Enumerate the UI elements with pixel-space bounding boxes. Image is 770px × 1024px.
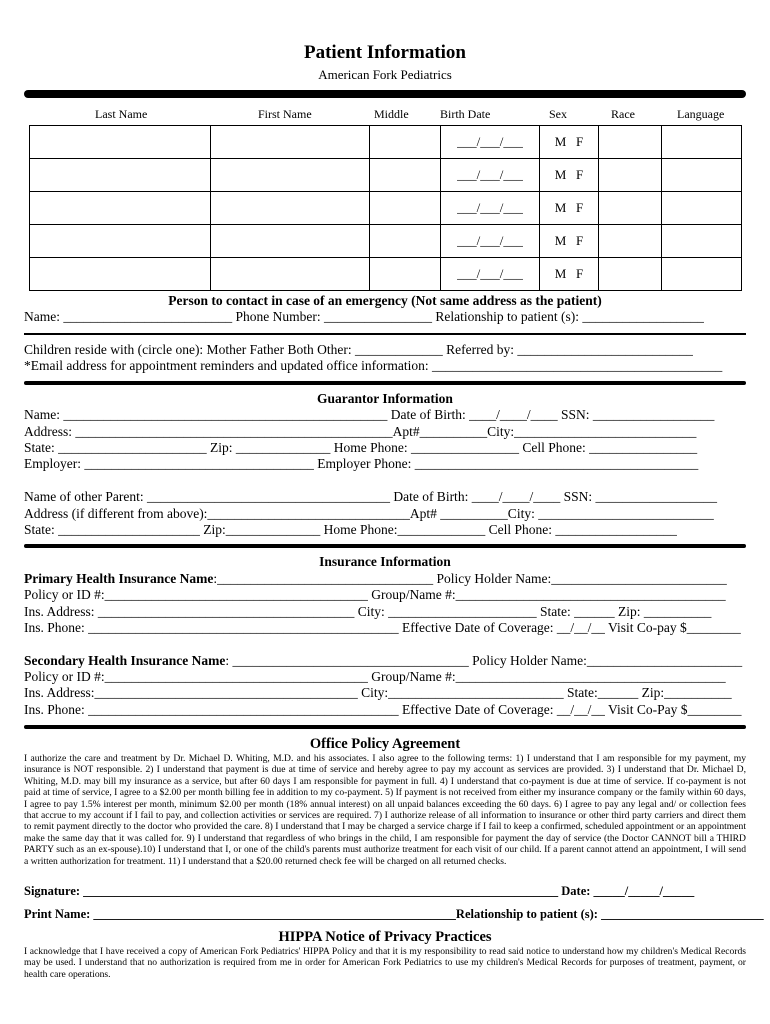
- other-parent-line[interactable]: Name of other Parent: ____________________________________ Date of Birth: ____/____/____ SSN: __________________: [24, 489, 717, 504]
- table-cell[interactable]: [211, 159, 370, 192]
- table-cell[interactable]: [599, 159, 662, 192]
- print-name-line[interactable]: Print Name: __________________________________________________________Relationship to patient (s): __________________________: [24, 907, 764, 921]
- primary-insurance-line[interactable]: [24, 571, 727, 587]
- secondary-policy-line[interactable]: Policy or ID #:_______________________________________ Group/Name #:________________________________________: [24, 669, 726, 684]
- table-row: [30, 192, 742, 225]
- table-cell[interactable]: [662, 126, 742, 159]
- sex-cell[interactable]: M F: [540, 225, 599, 258]
- insurance-heading: Insurance Information: [319, 554, 451, 569]
- patient-table: [29, 125, 742, 291]
- column-header-language: Language: [677, 107, 725, 121]
- table-cell[interactable]: [599, 258, 662, 291]
- column-header-race: Race: [611, 107, 635, 121]
- birth-date-cell[interactable]: ___/___/___: [441, 258, 540, 291]
- hippa-heading: HIPPA Notice of Privacy Practices: [278, 929, 492, 945]
- table-cell[interactable]: [370, 126, 441, 159]
- table-cell[interactable]: [370, 258, 441, 291]
- table-cell[interactable]: [662, 225, 742, 258]
- page-title: Patient Information: [303, 42, 466, 63]
- secondary-insurance-label: Secondary Health Insurance Name: [24, 653, 226, 668]
- primary-policy-line[interactable]: Policy or ID #:_______________________________________ Group/Name #:________________________________________: [24, 587, 726, 602]
- table-cell[interactable]: [370, 192, 441, 225]
- sex-cell[interactable]: M F: [540, 258, 599, 291]
- table-cell[interactable]: [211, 225, 370, 258]
- table-cell[interactable]: [211, 192, 370, 225]
- primary-address-line[interactable]: Ins. Address: ______________________________________ City: ______________________ State: ______ Zip: __________: [24, 604, 712, 619]
- guarantor-employer-line[interactable]: Employer: __________________________________ Employer Phone: __________________________________________: [24, 456, 699, 471]
- table-cell[interactable]: [211, 126, 370, 159]
- table-cell[interactable]: [30, 159, 211, 192]
- table-cell[interactable]: [370, 159, 441, 192]
- guarantor-heading: Guarantor Information: [317, 391, 453, 406]
- hippa-text: I acknowledge that I have received a copy of American Fork Pediatrics' HIPPA Policy and that it is my responsibility to read said notice to understand how my children's Medical Records may be used. I understand that no authorization is required from me in order for American Fork Pediatrics to use my children's Medical Records for purposes of treatment, payment, or health care operations.: [24, 946, 746, 980]
- office-policy-heading: Office Policy Agreement: [309, 736, 461, 752]
- primary-phone-line[interactable]: Ins. Phone: ______________________________________________ Effective Date of Coverage: __/__/__ Visit Co-pay $________: [24, 620, 741, 635]
- sex-cell[interactable]: M F: [540, 159, 599, 192]
- secondary-address-line[interactable]: Ins. Address:_______________________________________ City:__________________________ State:______ Zip:__________: [24, 685, 732, 700]
- column-header-birth-date: Birth Date: [440, 107, 491, 121]
- guarantor-address-line[interactable]: Address: _______________________________________________Apt#__________City:___________________________: [24, 424, 697, 439]
- sex-cell[interactable]: M F: [540, 192, 599, 225]
- divider: [24, 381, 746, 385]
- secondary-phone-line[interactable]: Ins. Phone: ______________________________________________ Effective Date of Coverage: __/__/__ Visit Co-Pay $________: [24, 702, 742, 717]
- divider: [24, 90, 746, 98]
- practice-name: American Fork Pediatrics: [318, 67, 452, 82]
- table-cell[interactable]: [599, 126, 662, 159]
- emergency-heading: Person to contact in case of an emergency (Not same address as the patient): [168, 293, 602, 308]
- table-cell[interactable]: [30, 192, 211, 225]
- secondary-insurance-line[interactable]: [24, 653, 742, 669]
- other-parent-state-line[interactable]: State: _____________________ Zip:______________ Home Phone:_____________ Cell Phone: __________________: [24, 522, 677, 537]
- table-row: [30, 258, 742, 291]
- children-reside-line[interactable]: Children reside with (circle one): Mother Father Both Other: _____________ Referred by: __________________________: [24, 342, 693, 357]
- table-cell[interactable]: [30, 258, 211, 291]
- table-row: [30, 126, 742, 159]
- email-line[interactable]: *Email address for appointment reminders and updated office information: ___________________________________________: [24, 358, 723, 373]
- table-cell[interactable]: [662, 192, 742, 225]
- office-policy-text: I authorize the care and treatment by Dr. Michael D. Whiting, M.D. and his associates. I also agree to the following terms: 1) I understand that I am responsible for my payment, my insurance is NOT responsible. 2) I understand that payment is due at time of service and hereby agree to pay my account as services are provided. 3) I understand that Dr. Michael D, Whiting, M.D. may bill my insurance as a service, but after 60 days I am responsible for payment in full. 4) I understand that co-payment is due at time of service. If co-payment is not paid at time of service, I agree to a $2.00 per month billing fee in addition to my co-payment. 5) If payment is not received from either my insurance company or the family within 60 days, I agree to pay 1.5% interest per month, minimum $2.00 per month (18% annual interest) on all unpaid balances exceeding the 60 days. 6) I agree to pay any legal and/ or collection fees that accrue to my account if I fail to pay, and collection activities or services are required. 7) I authorize release of all information to insurance or other third party carriers and direct them to remit payment directly to the doctor who provided the care. 8) I understand that I may be charged a service charge if I fail to keep a confirmed, scheduled appointment or an appointment make the same day that it was called for. 9) I understand that regardless of who brings in the child, I am responsible for payment the day of service (the Doctor CANNOT bill a THIRD PARTY such as an ex-spouse).10) I understand that I, or one of the child's parents must authorize treatment for each visit of our child. If a parent cannot attend an appointment, I will send a written authorization for treatment. 11) I understand that a $20.00 returned check fee will be charged on all returned checks.: [24, 753, 746, 867]
- table-cell[interactable]: [599, 192, 662, 225]
- table-cell[interactable]: [370, 225, 441, 258]
- primary-insurance-label: Primary Health Insurance Name: [24, 571, 214, 586]
- column-header-middle: Middle: [374, 107, 409, 121]
- column-header-first-name: First Name: [258, 107, 312, 121]
- birth-date-cell[interactable]: ___/___/___: [441, 192, 540, 225]
- table-cell[interactable]: [662, 258, 742, 291]
- guarantor-state-line[interactable]: State: ______________________ Zip: ______________ Home Phone: ________________ Cell Phone: ________________: [24, 440, 698, 455]
- birth-date-cell[interactable]: ___/___/___: [441, 159, 540, 192]
- other-parent-address-line[interactable]: Address (if different from above):______________________________Apt# __________City: __________________________: [24, 506, 714, 521]
- divider: [24, 544, 746, 548]
- secondary-insurance-blanks: : ___________________________________ Policy Holder Name:_______________________: [225, 653, 743, 668]
- table-cell[interactable]: [662, 159, 742, 192]
- emergency-contact-line[interactable]: Name: _________________________ Phone Number: ________________ Relationship to patient (s): __________________: [24, 309, 704, 324]
- table-row: [30, 159, 742, 192]
- table-row: [30, 225, 742, 258]
- guarantor-name-line[interactable]: Name: ________________________________________________ Date of Birth: ____/____/____ SSN: __________________: [24, 407, 715, 422]
- divider: [24, 333, 746, 335]
- sex-cell[interactable]: M F: [540, 126, 599, 159]
- primary-insurance-blanks: :________________________________ Policy Holder Name:__________________________: [213, 571, 727, 586]
- table-cell[interactable]: [30, 225, 211, 258]
- birth-date-cell[interactable]: ___/___/___: [441, 225, 540, 258]
- signature-line[interactable]: Signature: ____________________________________________________________________________ Date: _____/_____/_____: [24, 884, 695, 898]
- birth-date-cell[interactable]: ___/___/___: [441, 126, 540, 159]
- table-cell[interactable]: [599, 225, 662, 258]
- table-cell[interactable]: [30, 126, 211, 159]
- divider: [24, 725, 746, 729]
- column-header-last-name: Last Name: [95, 107, 148, 121]
- column-header-sex: Sex: [549, 107, 567, 121]
- table-cell[interactable]: [211, 258, 370, 291]
